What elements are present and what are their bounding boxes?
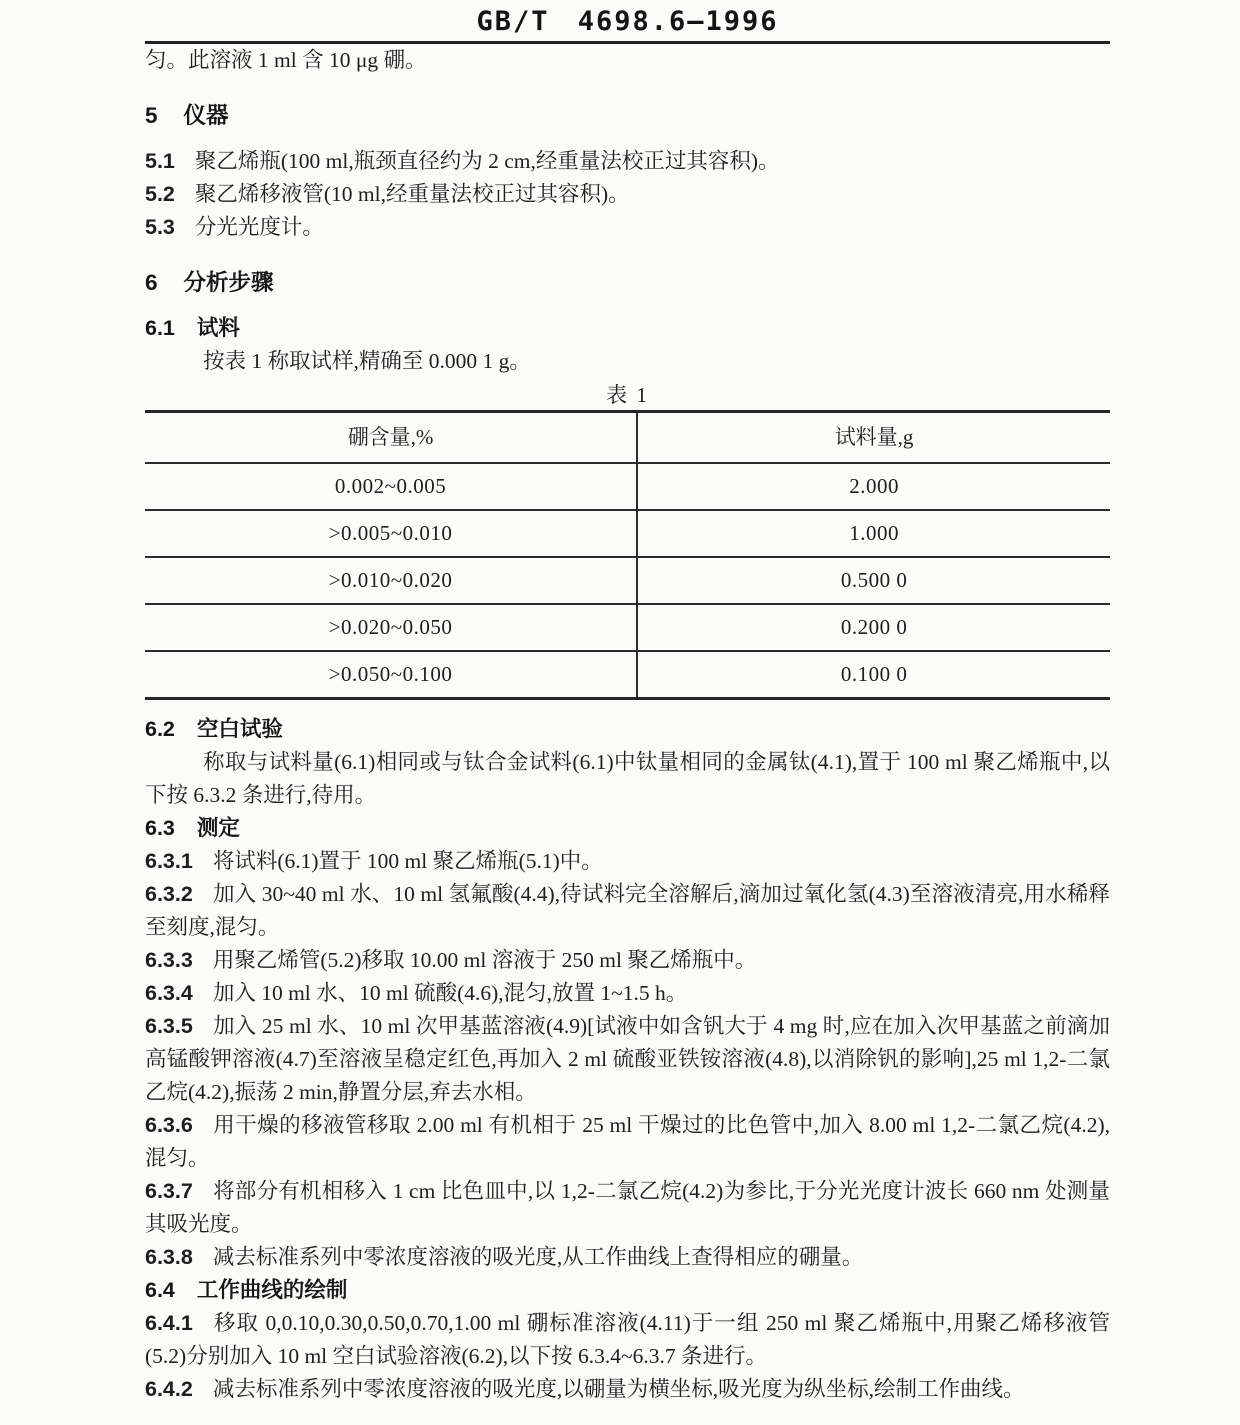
clause-6-4-1-number: 6.4.1 [145, 1311, 193, 1335]
lead-continuation-line: 匀。此溶液 1 ml 含 10 μg 硼。 [145, 48, 427, 72]
clause-6-4-2-number: 6.4.2 [145, 1377, 193, 1401]
clause-6-3-8 [145, 1241, 1110, 1274]
clause-6-3-1 [145, 845, 1110, 878]
clause-6-1-paragraph: 按表 1 称取试样,精确至 0.000 1 g。 [203, 349, 531, 373]
table-row [145, 463, 1110, 510]
section-6-3-title: 测定 [196, 816, 240, 840]
clause-6-4-2 [145, 1373, 1110, 1406]
clause-6-2-paragraph: 称取与试料量(6.1)相同或与钛合金试料(6.1)中钛量相同的金属钛(4.1),置于 100 ml 聚乙烯瓶中,以下按 6.3.2 条进行,待用。 [145, 750, 1110, 807]
section-6-number: 6 [145, 270, 158, 295]
clause-6-3-6 [145, 1109, 1110, 1175]
clause-6-3-7 [145, 1175, 1110, 1241]
section-5-heading [145, 99, 1110, 132]
clause-6-3-4-number: 6.3.4 [145, 981, 193, 1005]
table-header-row [145, 412, 1110, 464]
table-cell: >0.050~0.100 [145, 651, 637, 699]
clause-6-3-3-text: 用聚乙烯管(5.2)移取 10.00 ml 溶液于 250 ml 聚乙烯瓶中。 [212, 948, 757, 972]
section-5-number: 5 [145, 103, 158, 128]
table-cell: 0.002~0.005 [145, 463, 637, 510]
section-6-heading [145, 266, 1110, 299]
clause-6-3-8-text: 减去标准系列中零浓度溶液的吸光度,从工作曲线上查得相应的硼量。 [212, 1245, 864, 1269]
clause-6-3-5 [145, 1010, 1110, 1109]
table-cell: 2.000 [637, 463, 1110, 510]
section-6-1-title: 试料 [196, 316, 240, 340]
table-cell: >0.020~0.050 [145, 604, 637, 651]
clause-6-4-1 [145, 1307, 1110, 1373]
clause-6-3-1-number: 6.3.1 [145, 849, 193, 873]
clause-6-3-8-number: 6.3.8 [145, 1245, 193, 1269]
clause-6-4-1-text: 移取 0,0.10,0.30,0.50,0.70,1.00 ml 硼标准溶液(4.11)于一组 250 ml 聚乙烯瓶中,用聚乙烯移液管(5.2)分别加入 10 ml 空白试验溶液(6.2),以下按 6.3.4~6.3.7 条进行。 [145, 1311, 1110, 1368]
clause-6-3-3-number: 6.3.3 [145, 948, 193, 972]
clause-5-1-text: 聚乙烯瓶(100 ml,瓶颈直径约为 2 cm,经重量法校正过其容积)。 [194, 149, 780, 173]
table-row [145, 604, 1110, 651]
table-row [145, 651, 1110, 699]
section-6-2-heading [145, 713, 1110, 746]
clause-5-3-text: 分光光度计。 [194, 215, 324, 239]
clause-5-2 [145, 178, 1110, 211]
section-6-2-number: 6.2 [145, 717, 175, 741]
standard-code: GB/T 4698.6—1996 [476, 6, 779, 37]
section-6-title: 分析步骤 [183, 270, 274, 295]
clause-5-2-number: 5.2 [145, 182, 175, 206]
table-cell: 1.000 [637, 510, 1110, 557]
section-6-3-number: 6.3 [145, 816, 175, 840]
clause-6-3-4-text: 加入 10 ml 水、10 ml 硫酸(4.6),混匀,放置 1~1.5 h。 [212, 981, 688, 1005]
table-header-sample-mass: 试料量,g [637, 412, 1110, 464]
section-6-1-heading [145, 312, 1110, 345]
section-5-title: 仪器 [183, 103, 229, 128]
clause-6-3-5-text: 加入 25 ml 水、10 ml 次甲基蓝溶液(4.9)[试液中如含钒大于 4 mg 时,应在加入次甲基蓝之前滴加高锰酸钾溶液(4.7)至溶液呈稳定红色,再加入 2 ml 硫酸亚铁铵溶液(4.8),以消除钒的影响],25 ml 1,2-二氯乙烷(4.2),振荡 2 min,静置分层,弃去水相。 [145, 1014, 1110, 1104]
section-6-4-title: 工作曲线的绘制 [196, 1278, 348, 1302]
section-6-4-number: 6.4 [145, 1278, 175, 1302]
section-6-3-heading [145, 812, 1110, 845]
clause-6-3-2-number: 6.3.2 [145, 882, 193, 906]
clause-5-1 [145, 145, 1110, 178]
clause-6-3-1-text: 将试料(6.1)置于 100 ml 聚乙烯瓶(5.1)中。 [212, 849, 603, 873]
clause-6-3-2-text: 加入 30~40 ml 水、10 ml 氢氟酸(4.4),待试料完全溶解后,滴加过氧化氢(4.3)至溶液清亮,用水稀释至刻度,混匀。 [145, 882, 1110, 939]
clause-6-3-6-text: 用干燥的移液管移取 2.00 ml 有机相于 25 ml 干燥过的比色管中,加入 8.00 ml 1,2-二氯乙烷(4.2),混匀。 [145, 1113, 1110, 1170]
section-6-1-number: 6.1 [145, 316, 175, 340]
clause-6-4-2-text: 减去标准系列中零浓度溶液的吸光度,以硼量为横坐标,吸光度为纵坐标,绘制工作曲线。 [212, 1377, 1025, 1401]
clause-6-3-2 [145, 878, 1110, 944]
clause-6-3-6-number: 6.3.6 [145, 1113, 193, 1137]
table-cell: 0.200 0 [637, 604, 1110, 651]
clause-6-3-3 [145, 944, 1110, 977]
clause-5-1-number: 5.1 [145, 149, 175, 173]
table-header-boron-content: 硼含量,% [145, 412, 637, 464]
clause-6-3-7-text: 将部分有机相移入 1 cm 比色皿中,以 1,2-二氯乙烷(4.2)为参比,于分光光度计波长 660 nm 处测量其吸光度。 [145, 1179, 1110, 1236]
table-1 [145, 410, 1110, 700]
section-6-2-title: 空白试验 [196, 717, 283, 741]
table-cell: >0.010~0.020 [145, 557, 637, 604]
table-cell: >0.005~0.010 [145, 510, 637, 557]
clause-6-3-4 [145, 977, 1110, 1010]
clause-5-3 [145, 211, 1110, 244]
table-row [145, 557, 1110, 604]
clause-6-3-5-number: 6.3.5 [145, 1014, 193, 1038]
clause-5-2-text: 聚乙烯移液管(10 ml,经重量法校正过其容积)。 [194, 182, 630, 206]
table-cell: 0.100 0 [840, 662, 908, 686]
clause-5-3-number: 5.3 [145, 215, 175, 239]
clause-6-3-7-number: 6.3.7 [145, 1179, 193, 1203]
table-row [145, 510, 1110, 557]
section-6-4-heading [145, 1274, 1110, 1307]
table-1-caption: 表 1 [606, 383, 649, 407]
table-cell: 0.500 0 [637, 557, 1110, 604]
